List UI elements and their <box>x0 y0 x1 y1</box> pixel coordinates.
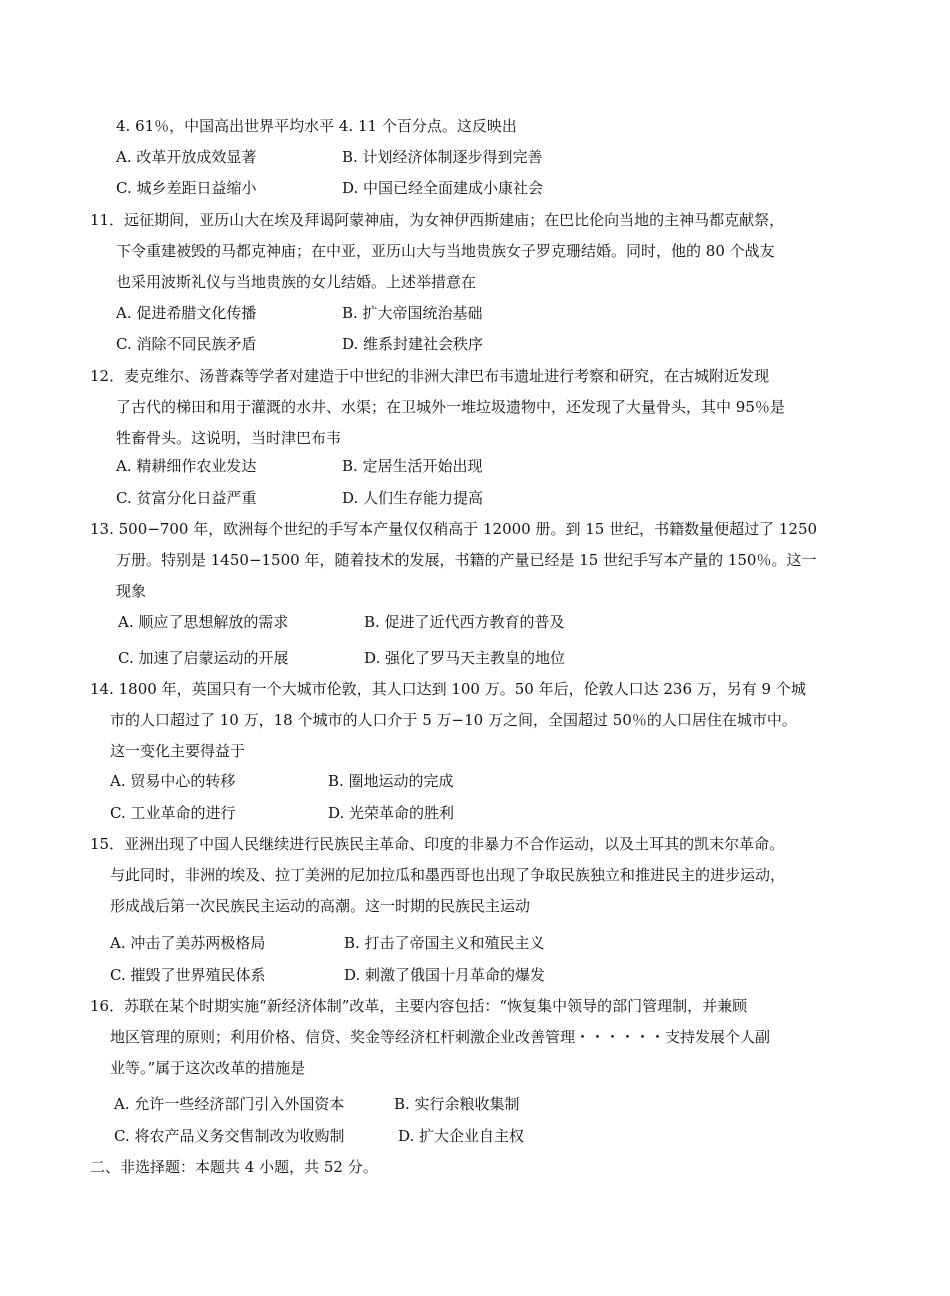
q11-option-c: C. 消除不同民族矛盾 <box>116 335 257 353</box>
q14-stem-line-2: 市的人口超过了 10 万，18 个城市的人口介于 5 万−10 万之间，全国超过 50％的人口居住在城市中。 <box>110 711 797 729</box>
q11-option-b: B. 扩大帝国统治基础 <box>342 304 483 322</box>
q16-stem-line-2: 地区管理的原则；利用价格、信贷、奖金等经济杠杆刺激企业改善管理・・・・・・支持发展个人副 <box>110 1028 771 1046</box>
q12-stem-line-2: 了古代的梯田和用于灌溉的水井、水渠；在卫城外一堆垃圾遗物中，还发现了大量骨头，其中 95％是 <box>116 398 785 416</box>
q16-option-a: A. 允许一些经济部门引入外国资本 <box>114 1095 345 1113</box>
q14-option-b: B. 圈地运动的完成 <box>328 772 454 790</box>
q14-stem-line-1: 14. 1800 年，英国只有一个大城市伦敦，其人口达到 100 万。50 年后，伦敦人口达 236 万，另有 9 个城 <box>90 680 806 698</box>
q10-option-d: D. 中国已经全面建成小康社会 <box>342 179 544 197</box>
q16-option-c: C. 将农产品义务交售制改为收购制 <box>114 1127 345 1145</box>
q12-option-c: C. 贫富分化日益严重 <box>116 489 257 507</box>
q12-option-b: B. 定居生活开始出现 <box>342 457 483 475</box>
q11-option-a: A. 促进希腊文化传播 <box>116 304 257 322</box>
q14-option-a: A. 贸易中心的转移 <box>110 772 236 790</box>
q12-stem-line-1: 12．麦克维尔、汤普森等学者对建造于中世纪的非洲大津巴布韦遗址进行考察和研究，在古城附近发现 <box>90 367 770 385</box>
q15-option-c: C. 摧毁了世界殖民体系 <box>110 966 266 984</box>
q15-option-d: D. 刺激了俄国十月革命的爆发 <box>344 966 546 984</box>
q11-stem-line-2: 下令重建被毁的马都克神庙；在中亚，亚历山大与当地贵族女子罗克珊结婚。同时，他的 80 个战友 <box>116 242 775 260</box>
q15-stem-line-3: 形成战后第一次民族民主运动的高潮。这一时期的民族民主运动 <box>110 897 531 915</box>
section-heading: 二、非选择题：本题共 4 小题，共 52 分。 <box>90 1158 378 1176</box>
q13-option-d: D. 强化了罗马天主教皇的地位 <box>364 649 566 667</box>
q13-option-b: B. 促进了近代西方教育的普及 <box>364 613 565 631</box>
q16-stem-line-3: 业等。”属于这次改革的措施是 <box>110 1059 306 1077</box>
q15-option-a: A. 冲击了美苏两极格局 <box>110 934 266 952</box>
q14-option-d: D. 光荣革命的胜利 <box>328 804 455 822</box>
q11-option-d: D. 维系封建社会秩序 <box>342 335 484 353</box>
q13-stem-line-1: 13. 500−700 年，欧洲每个世纪的手写本产量仅仅稍高于 12000 册。到 15 世纪，书籍数量便超过了 1250 <box>90 520 818 538</box>
q14-stem-line-3: 这一变化主要得益于 <box>110 742 246 760</box>
q12-stem-line-3: 牲畜骨头。这说明，当时津巴布韦 <box>116 429 342 447</box>
q13-stem-line-2: 万册。特别是 1450−1500 年，随着技术的发展，书籍的产量已经是 15 世纪手写本产量的 150％。这一 <box>116 551 817 569</box>
q12-option-d: D. 人们生存能力提高 <box>342 489 484 507</box>
q10-option-c: C. 城乡差距日益缩小 <box>116 179 257 197</box>
q14-option-c: C. 工业革命的进行 <box>110 804 236 822</box>
q15-option-b: B. 打击了帝国主义和殖民主义 <box>344 934 545 952</box>
q12-option-a: A. 精耕细作农业发达 <box>116 457 257 475</box>
q11-stem-line-3: 也采用波斯礼仪与当地贵族的女儿结婚。上述举措意在 <box>116 273 477 291</box>
q16-option-b: B. 实行余粮收集制 <box>394 1095 520 1113</box>
q16-option-d: D. 扩大企业自主权 <box>398 1127 525 1145</box>
q15-stem-line-2: 与此同时，非洲的埃及、拉丁美洲的尼加拉瓜和墨西哥也出现了争取民族独立和推进民主的进步运动， <box>110 866 786 884</box>
q13-stem-line-3: 现象 <box>116 582 147 600</box>
q16-stem-line-1: 16．苏联在某个时期实施“新经济体制”改革，主要内容包括：“恢复集中领导的部门管理制，并兼顾 <box>90 997 748 1015</box>
q11-stem-line-1: 11．远征期间，亚历山大在埃及拜谒阿蒙神庙，为女神伊西斯建庙；在巴比伦向当地的主神马都克献祭， <box>90 211 785 229</box>
q10-option-a: A. 改革开放成效显著 <box>116 148 257 166</box>
q13-option-a: A. 顺应了思想解放的需求 <box>118 613 289 631</box>
q10-option-b: B. 计划经济体制逐步得到完善 <box>342 148 543 166</box>
q13-option-c: C. 加速了启蒙运动的开展 <box>118 649 289 667</box>
q15-stem-line-1: 15．亚洲出现了中国人民继续进行民族民主革命、印度的非暴力不合作运动，以及土耳其的凯末尔革命。 <box>90 835 785 853</box>
q10-stem-line: 4. 61％，中国高出世界平均水平 4. 11 个百分点。这反映出 <box>116 117 517 135</box>
